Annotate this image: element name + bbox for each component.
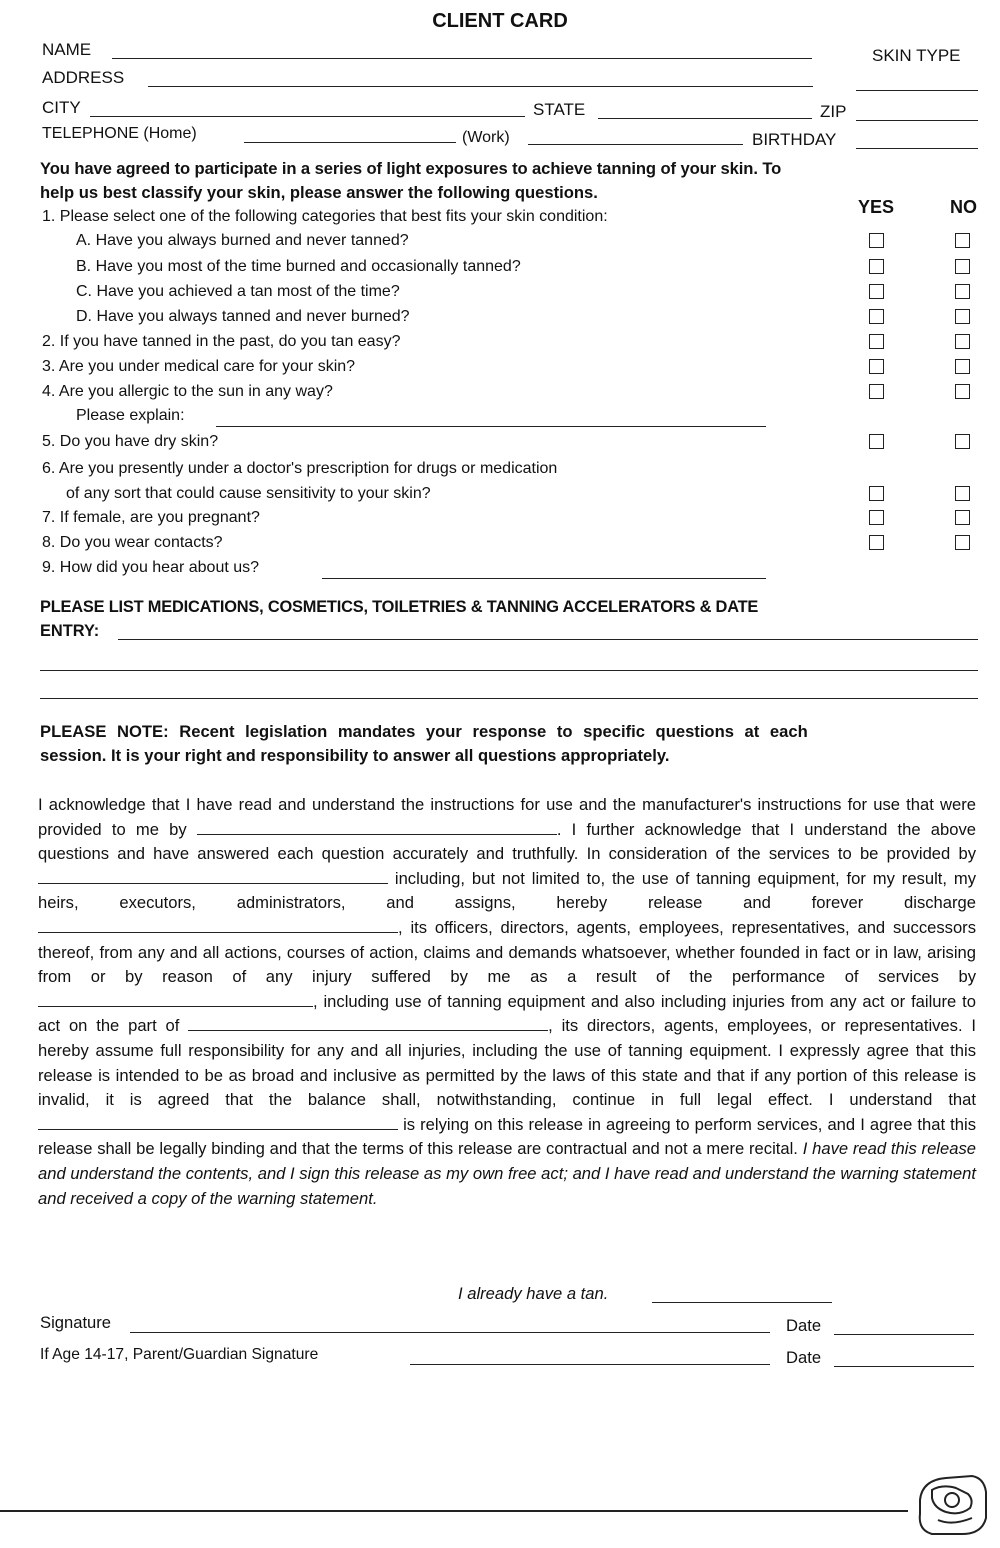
question-1c: C. Have you achieved a tan most of the time? xyxy=(76,283,400,300)
provider-field-6[interactable] xyxy=(38,1115,398,1130)
question-1a: A. Have you always burned and never tanned? xyxy=(76,232,409,249)
date-label: Date xyxy=(786,1316,822,1335)
work-field[interactable] xyxy=(528,144,743,145)
checkbox-5-no[interactable] xyxy=(955,434,970,449)
question-5: 5. Do you have dry skin? xyxy=(42,433,219,450)
provider-field-2[interactable] xyxy=(38,869,388,884)
checkbox-2-yes[interactable] xyxy=(869,334,884,349)
question-6: 6. Are you presently under a doctor's prescription for drugs or medication xyxy=(42,460,558,477)
medications-line-1: PLEASE LIST MEDICATIONS, COSMETICS, TOILETRIES & TANNING ACCELERATORS & DATE xyxy=(40,598,759,616)
question-4: 4. Are you allergic to the sun in any way? xyxy=(42,383,333,400)
checkbox-1d-yes[interactable] xyxy=(869,309,884,324)
medications-line-2: ENTRY: xyxy=(40,622,100,640)
medications-field-2[interactable] xyxy=(40,670,978,671)
release-text-8: is relying on this release in agreeing to perform services, and I agree that this release shall be legally binding and that the terms of this release are contractual and not a mere recital. xyxy=(38,1114,976,1159)
medications-field-1[interactable] xyxy=(118,639,978,640)
address-field[interactable] xyxy=(148,86,813,87)
page-title: CLIENT CARD xyxy=(432,10,568,32)
camera-logo-icon xyxy=(912,1470,992,1540)
name-label: NAME xyxy=(42,40,92,59)
checkbox-1c-yes[interactable] xyxy=(869,284,884,299)
question-3: 3. Are you under medical care for your skin? xyxy=(42,358,356,375)
bottom-divider xyxy=(0,1510,908,1512)
telephone-home-field[interactable] xyxy=(244,142,456,143)
question-4-explain: Please explain: xyxy=(76,407,185,424)
telephone-home-label: TELEPHONE (Home) xyxy=(42,125,197,142)
question-1: 1. Please select one of the following categories that best fits your skin condition: xyxy=(42,208,608,225)
guardian-signature-field[interactable] xyxy=(410,1364,770,1365)
checkbox-1c-no[interactable] xyxy=(955,284,970,299)
release-italic: I have read this release and understand the contents, and I sign this release as my own free act; and I have read and understand the warning statement and received a copy of the warning statement. xyxy=(38,1139,976,1208)
release-paragraph xyxy=(38,793,976,1211)
checkbox-1b-no[interactable] xyxy=(955,259,970,274)
name-field[interactable] xyxy=(112,58,812,59)
provider-field-5[interactable] xyxy=(188,1016,548,1031)
city-label: CITY xyxy=(42,98,81,117)
guardian-label: If Age 14-17, Parent/Guardian Signature xyxy=(40,1346,319,1363)
question-7: 7. If female, are you pregnant? xyxy=(42,509,260,526)
checkbox-1b-yes[interactable] xyxy=(869,259,884,274)
checkbox-3-yes[interactable] xyxy=(869,359,884,374)
note-line-2: session. It is your right and responsibility to answer all questions appropriately. xyxy=(40,746,670,765)
release-text-4: , its officers, directors, agents, employees, representatives, and successors thereof, from any and all actions, courses of action, claims and demands whatsoever, whether founded in fact or in law, arising from or by reason of any injury suffered by me as a result of the performance of services by xyxy=(38,917,976,987)
skin-type-label: SKIN TYPE xyxy=(872,46,961,65)
provider-field-4[interactable] xyxy=(38,992,313,1007)
checkbox-1d-no[interactable] xyxy=(955,309,970,324)
tan-label: I already have a tan. xyxy=(458,1284,609,1303)
work-label: (Work) xyxy=(462,129,510,146)
provider-field-3[interactable] xyxy=(38,918,398,933)
date-2-label: Date xyxy=(786,1348,822,1367)
release-text-2: . I further acknowledge that I understand the above questions and have answered each question accurately and truthfully. In consideration of the services to be provided by xyxy=(38,819,976,864)
checkbox-2-no[interactable] xyxy=(955,334,970,349)
no-header: NO xyxy=(950,197,977,217)
release-text-1: I acknowledge that I have read and understand the instructions for use and the manufacturer's instructions for use that were provided to me by xyxy=(38,795,976,839)
note-line-1: PLEASE NOTE: Recent legislation mandates your response to specific questions at each xyxy=(40,722,808,741)
checkbox-5-yes[interactable] xyxy=(869,434,884,449)
signature-field[interactable] xyxy=(130,1332,770,1333)
date-2-field[interactable] xyxy=(834,1366,974,1367)
checkbox-7-yes[interactable] xyxy=(869,510,884,525)
provider-field-1[interactable] xyxy=(197,820,557,835)
checkbox-3-no[interactable] xyxy=(955,359,970,374)
zip-field[interactable] xyxy=(856,120,978,121)
release-text-7: I expressly agree that this release is intended to be as broad and inclusive as permitted by the laws of this state and that if any portion of this release is invalid, it is agreed that the balance shall, notwithstanding, continue in full legal effect. I understand that xyxy=(38,1040,976,1110)
release-text-5: , including use of tanning equipment and also including injuries from any act or failure to act on the part of xyxy=(38,991,976,1036)
checkbox-4-no[interactable] xyxy=(955,384,970,399)
checkbox-4-yes[interactable] xyxy=(869,384,884,399)
intro-line-1: You have agreed to participate in a series of light exposures to achieve tanning of your skin. To xyxy=(40,159,782,178)
checkbox-6-no[interactable] xyxy=(955,486,970,501)
skin-type-field[interactable] xyxy=(856,90,978,91)
intro-line-2: help us best classify your skin, please answer the following questions. xyxy=(40,183,598,202)
question-1b: B. Have you most of the time burned and occasionally tanned? xyxy=(76,258,521,275)
state-field[interactable] xyxy=(598,118,812,119)
signature-label: Signature xyxy=(40,1313,112,1332)
tan-field[interactable] xyxy=(652,1302,832,1303)
medications-field-3[interactable] xyxy=(40,698,978,699)
birthday-field[interactable] xyxy=(856,148,978,149)
checkbox-1a-no[interactable] xyxy=(955,233,970,248)
question-8: 8. Do you wear contacts? xyxy=(42,534,223,551)
state-label: STATE xyxy=(533,100,586,119)
checkbox-7-no[interactable] xyxy=(955,510,970,525)
question-9: 9. How did you hear about us? xyxy=(42,559,260,576)
city-field[interactable] xyxy=(90,116,525,117)
yes-header: YES xyxy=(858,197,895,217)
birthday-label: BIRTHDAY xyxy=(752,130,837,149)
zip-label: ZIP xyxy=(820,102,847,121)
checkbox-8-no[interactable] xyxy=(955,535,970,550)
date-field[interactable] xyxy=(834,1334,974,1335)
question-1d: D. Have you always tanned and never burned? xyxy=(76,308,410,325)
checkbox-1a-yes[interactable] xyxy=(869,233,884,248)
address-label: ADDRESS xyxy=(42,68,125,87)
release-text-3: including, but not limited to, the use of tanning equipment, for my result, my heirs, executors, administrators, and assigns, hereby release and forever discharge xyxy=(38,868,976,913)
question-6-cont: of any sort that could cause sensitivity to your skin? xyxy=(66,485,431,502)
checkbox-6-yes[interactable] xyxy=(869,486,884,501)
release-text-6: , its directors, agents, employees, or representatives. I hereby assume full responsibility for any and all injuries, including the use of tanning equipment. xyxy=(38,1016,976,1060)
explain-field[interactable] xyxy=(216,426,766,427)
checkbox-8-yes[interactable] xyxy=(869,535,884,550)
question-2: 2. If you have tanned in the past, do you tan easy? xyxy=(42,333,401,350)
hear-about-field[interactable] xyxy=(322,578,766,579)
